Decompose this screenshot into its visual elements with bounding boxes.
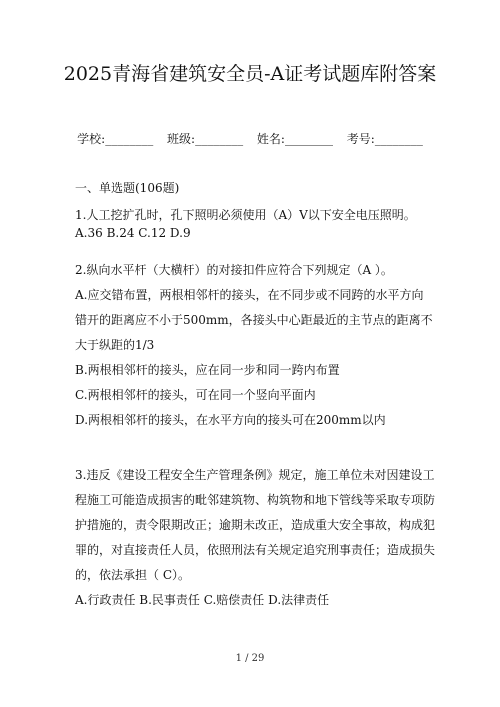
option-b: B.两根相邻杆的接头，应在同一步和同一跨内布置 [75, 363, 340, 377]
page-number: 1 / 29 [235, 653, 265, 664]
question-2 [75, 258, 435, 433]
option-c: C.两根相邻杆的接头，可在同一个竖向平面内 [75, 388, 316, 402]
question-1 [75, 206, 435, 242]
class-field: 班级:________ [167, 132, 244, 146]
question-stem: 3.违反《建设工程安全生产管理条例》规定，施工单位未对因建设工程施工可能造成损害的毗邻建筑物、构筑物和地下管线等采取专项防护措施的，责令限期改正；逾期未改正，造成重大安全事故，构成犯罪的，对直接责任人员，依照刑法有关规定追究刑事责任；造成损失的，依法承担（ C）。 [75, 468, 436, 582]
document-title: 2025青海省建筑安全员-A证考试题库附答案 [63, 63, 437, 85]
question-3 [75, 463, 435, 613]
question-stem: 2.纵向水平杆（大横杆）的对接扣件应符合下列规定（A ）。 [75, 263, 393, 277]
question-options: A.36 B.24 C.12 D.9 [75, 226, 191, 240]
question-stem: 1.人工挖扩孔时，孔下照明必须使用（A）V以下安全电压照明。 [75, 208, 416, 222]
exam-number-field: 考号:________ [346, 132, 423, 146]
school-field: 学校:________ [77, 132, 154, 146]
student-info-line [0, 131, 500, 147]
name-field: 姓名:________ [256, 132, 333, 146]
option-d: D.两根相邻杆的接头，在水平方向的接头可在200mm以内 [75, 413, 386, 427]
section-heading: 一、单选题(106题) [75, 181, 180, 195]
question-options: A.行政责任 B.民事责任 C.赔偿责任 D.法律责任 [75, 593, 330, 607]
option-a: A.应交错布置，两根相邻杆的接头，在不同步或不同跨的水平方向错开的距离应不小于500mm，各接头中心距最近的主节点的距离不大于纵距的1/3 [75, 288, 433, 352]
